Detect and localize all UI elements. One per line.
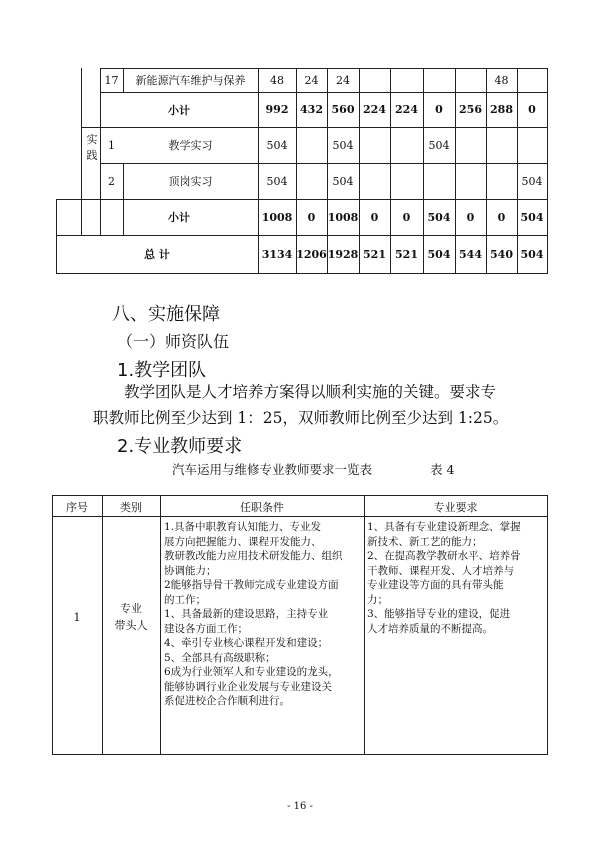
practice-group-label: [85, 132, 99, 164]
subtotal-label: 小计: [168, 211, 190, 224]
total-val: 3134: [261, 247, 293, 261]
table-caption: 汽车运用与维修专业教师要求一览表: [172, 462, 373, 477]
requirement-line: 3、能够指导专业的建设，促进: [367, 608, 511, 620]
practice-row-no: 1: [108, 138, 115, 152]
subtotal-val: 0: [435, 103, 443, 116]
duties-list: [164, 520, 343, 709]
duty-line: 展方向把握能力、课程开发能力、: [164, 535, 322, 548]
course-hours-table: [56, 68, 548, 274]
duty-line: 1.具备中职教育认知能力、专业发: [164, 521, 322, 533]
row-number: 1: [73, 611, 81, 624]
subtotal-val: 504: [520, 210, 544, 224]
subtotal-val: 504: [427, 210, 451, 224]
requirement-line: 新技术、新工艺的能力；: [367, 535, 483, 548]
total-val: 544: [459, 247, 482, 261]
category-line: 带头人: [114, 619, 148, 632]
practice-row-val: 504: [332, 174, 354, 188]
subtotal-label: 小计: [168, 103, 190, 117]
requirement-line: 专业建设等方面的具有带头能: [367, 579, 504, 591]
subtotal-val: 1008: [261, 210, 293, 224]
requirement-line: 力；: [367, 593, 388, 606]
subtotal-val: 288: [490, 103, 513, 116]
page-number: - 16 -: [287, 801, 313, 812]
practice-row-val: 504: [428, 138, 450, 152]
row17-val: 48: [494, 73, 509, 87]
practice-row-val: 504: [266, 174, 288, 188]
row17-no: 17: [104, 73, 119, 87]
total-val: 504: [520, 247, 544, 261]
requirement-line: 人才培养质量的不断提高。: [367, 622, 493, 635]
category-line: 专业: [120, 602, 142, 615]
subtotal-val: 224: [363, 103, 386, 116]
col-header-no: 序号: [66, 501, 88, 514]
subtotal-val: 0: [307, 210, 316, 224]
subtotal-val: 560: [331, 103, 355, 116]
teacher-requirements-table: [52, 495, 548, 755]
col-header-category: 类别: [120, 501, 142, 514]
subtotal-val: 0: [402, 210, 411, 224]
subtotal-val: 1008: [327, 210, 359, 224]
requirement-line: 干教师、课程开发、人才培养与: [367, 564, 514, 577]
subtotal-val: 0: [370, 210, 379, 224]
team-paragraph-line1: 教学团队是人才培养方案得以顺利实施的关键。要求专: [124, 383, 497, 401]
row17-name: 新能源汽车维护与保养: [135, 74, 246, 87]
total-val: 540: [490, 247, 513, 261]
duty-line: 系促进校企合作顺利进行。: [164, 695, 290, 707]
row17-val: [423, 68, 455, 92]
col-header-duties: 任职条件: [240, 501, 284, 514]
practice-row-name: 顶岗实习: [168, 175, 213, 188]
row17-val: [390, 68, 423, 92]
duty-line: 1、具备最新的建设思路，主持专业: [164, 608, 329, 620]
practice-group-char: 实: [86, 133, 98, 146]
requirement-line: 2、在提高教学教研水平、培养骨: [367, 550, 521, 562]
subtotal-val: 224: [395, 103, 418, 116]
heading-teacher-req: 2.专业教师要求: [117, 436, 243, 457]
section-heading: 八、实施保障: [112, 304, 220, 325]
heading-teaching-team: 1.教学团队: [117, 360, 207, 381]
subtotal-val: 256: [459, 103, 482, 116]
row17-val: [517, 68, 547, 92]
sub-heading: （一）师资队伍: [117, 332, 230, 351]
duty-line: 的工作；: [164, 593, 206, 606]
team-paragraph-line2: 职教师比例至少达到 1：25，双师教师比例至少达到 1:25。: [93, 409, 509, 427]
subtotal-val: 0: [497, 210, 506, 224]
requirement-line: 1、具备有专业建设新理念、掌握: [367, 521, 521, 533]
total-val: 504: [427, 247, 451, 261]
subtotal-val: 992: [265, 103, 289, 116]
duty-line: 2能够指导骨干教师完成专业建设方面: [164, 579, 339, 591]
total-val: 1206: [296, 247, 327, 261]
duty-line: 5、全部具有高级职称；: [164, 651, 276, 664]
practice-group-char: 践: [86, 149, 98, 162]
total-val: 521: [395, 247, 418, 261]
duty-line: 教研教改能力应用技术研发能力、组织: [164, 550, 343, 562]
duty-line: 协调能力；: [164, 564, 217, 577]
subtotal-val: 0: [466, 210, 475, 224]
duty-line: 建设各方面工作；: [164, 622, 248, 635]
duty-line: 6成为行业领军人和专业建设的龙头，: [164, 666, 339, 678]
total-label: 总 计: [144, 248, 170, 261]
total-val: 1928: [327, 247, 359, 261]
subtotal-val: 432: [300, 103, 323, 116]
row17-val: [455, 68, 486, 92]
practice-row-val: 504: [521, 174, 543, 188]
practice-row-name: 教学实习: [168, 139, 213, 152]
duty-line: 能够协调行业企业发展与专业建设关: [164, 680, 332, 693]
row17-val: [359, 68, 390, 92]
practice-row-val: 504: [332, 138, 354, 152]
practice-row-val: 504: [266, 138, 288, 152]
row17-val: 24: [336, 73, 350, 87]
row17-val: 24: [304, 73, 319, 87]
col-header-requirements: 专业要求: [433, 501, 478, 514]
duty-line: 4、牵引专业核心课程开发和建设；: [164, 637, 329, 649]
row-category: [102, 600, 160, 634]
subtotal-val: 0: [528, 103, 536, 116]
requirements-list: [367, 520, 521, 636]
total-val: 521: [363, 247, 386, 261]
table-number: 表 4: [430, 462, 455, 477]
row17-val: 48: [270, 73, 284, 87]
practice-row-no: 2: [108, 174, 115, 188]
